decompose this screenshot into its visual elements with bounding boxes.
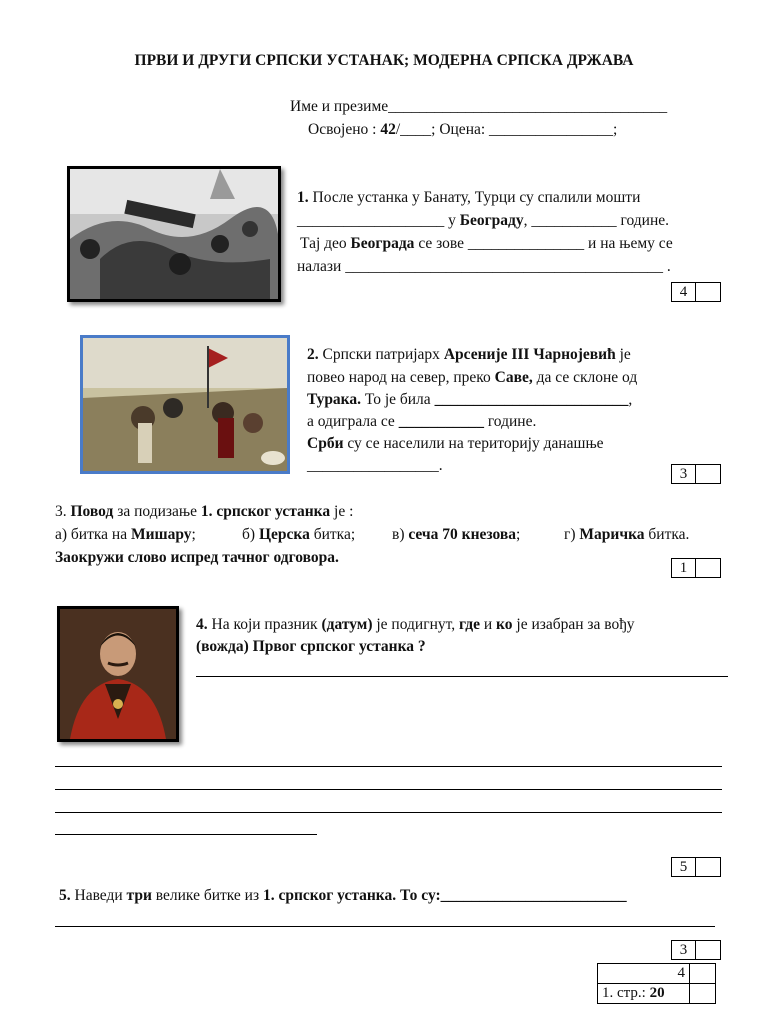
q3-score-box [671,558,721,578]
q1-blank-3[interactable]: _______________ [467,235,585,252]
q1-line1 [297,187,640,209]
q4-points: 5 [672,858,696,876]
q2-sava: Саве, [494,369,533,386]
q3-earned-cell[interactable] [696,559,720,577]
q1-blank-2[interactable]: ___________ [531,212,617,229]
q4-answer-line-4[interactable] [55,812,722,813]
q3-number: 3. [55,503,71,520]
q2-pre: Српски патријарх [318,346,444,363]
name-blank: ____________________________________ [388,98,668,115]
q2-l2a: повео народ на север, преко [307,369,495,386]
q5-line1 [59,885,627,907]
q1-blank-4[interactable]: _________________________________________ [345,258,663,275]
q5-blank[interactable]: ________________________ [440,887,627,904]
q2-l4a: а одиграла се [307,413,399,430]
summary-page-label: 1. стр.: [602,985,650,1001]
q2-number: 2. [307,346,319,363]
q2-blank-2[interactable]: ___________ [398,413,484,430]
q4-line1 [196,614,635,636]
q4-answer-line-3[interactable] [55,789,722,790]
q2-patriarch: Арсеније III Чарнојевић [443,346,616,363]
q5-number: 5. [59,887,71,904]
q2-turks: Турака. [307,391,362,408]
summary-page-cell [598,984,690,1004]
q3-b-pre: б) [242,526,259,543]
q1-in: у [444,212,460,229]
q3-uprising: 1. српског устанка [200,503,331,520]
q2-line3 [307,389,632,411]
q2-post: је [615,346,631,363]
q3-points: 1 [672,559,696,577]
q5-answer-line[interactable] [55,926,715,927]
q3-b-post: битка; [309,526,356,543]
q2-line6 [307,455,443,477]
q1-score-box [671,282,721,302]
q2-line2 [307,367,637,389]
q1-line4 [297,256,671,278]
q2-l3b: , [628,391,633,408]
q5-score-box [671,940,721,960]
q2-blank-1[interactable]: _________________________ [434,391,629,408]
q4-earned-cell[interactable] [696,858,720,876]
q3-mid: за подизање [113,503,201,520]
q4-t1: На који празник [207,616,322,633]
q2-l5: су се населили на територију данашње [343,435,604,452]
q2-score-box [671,464,721,484]
q5-three: три [126,887,152,904]
summary-page-total: 20 [649,985,665,1001]
q1-year: године. [616,212,670,229]
q5-points: 3 [672,941,696,959]
q3-a-pre: а) битка на [55,526,131,543]
q1-earned-cell[interactable] [696,283,720,301]
q1-line3 [300,233,673,255]
q1-part-mid: се зове [414,235,468,252]
q1-illustration [67,166,281,302]
q4-score-box [671,857,721,877]
q3-option-c[interactable] [392,524,520,546]
q1-points: 4 [672,283,696,301]
q2-l4b: године. [483,413,537,430]
q4-answer-line-5[interactable] [55,834,317,835]
q3-d-post: битка. [644,526,690,543]
q2-line1 [307,344,631,366]
q1-line2 [297,210,669,232]
q2-l2b: да се склоне од [532,369,638,386]
q2-earned-cell[interactable] [696,465,720,483]
q1-part-city: Београда [350,235,415,252]
q1-blank-1[interactable]: ___________________ [297,212,445,229]
score-line [308,119,617,141]
q1-part-post: и на њему се [584,235,673,252]
q1-text: После устанка у Банату, Турци су спалили мошти [312,189,641,206]
q2-l6: . [438,457,443,474]
name-label: Име и презиме [290,98,389,115]
q3-option-d[interactable] [564,524,689,546]
name-field[interactable] [290,96,667,118]
q3-a: Мишару [130,526,192,543]
q5-t3: велике битке из [151,887,263,904]
q3-option-b[interactable] [242,524,355,546]
q1-part-pre: Тај део [300,235,351,252]
q2-illustration [80,335,290,474]
summary-table [597,963,716,1004]
q3-c-pre: в) [392,526,409,543]
score-label: Освојено : [308,121,377,138]
score-max: 42 [380,121,396,138]
q3-d-pre: г) [564,526,580,543]
q1-city: Београду [459,212,524,229]
q4-answer-line-2[interactable] [55,766,722,767]
q1-number: 1. [297,189,309,206]
q3-a-post: ; [191,526,196,543]
q1-comma: , [523,212,532,229]
q4-where: где [458,616,480,633]
score-slash: / [395,121,401,138]
q4-t5: и [479,616,497,633]
q2-l3a: То је била [361,391,435,408]
q5-t4: 1. српског устанка. То су: [262,887,441,904]
q4-t3: је подигнут, [372,616,459,633]
q2-blank-3[interactable]: _________________ [307,457,439,474]
q3-option-a[interactable] [55,524,196,546]
q3-pretext: Повод [70,503,114,520]
q5-earned-cell[interactable] [696,941,720,959]
q3-line1 [55,501,353,523]
q3-c-post: ; [516,526,521,543]
q4-line2: (вожда) Првог српског устанка ? [196,638,426,655]
q4-portrait [57,606,179,742]
q1-located: налази [297,258,346,275]
summary-points-cell[interactable] [690,964,716,984]
q2-points: 3 [672,465,696,483]
q2-line4 [307,411,536,433]
summary-points: 4 [598,964,690,984]
q3-post: је : [330,503,354,520]
grade-end: ; [613,121,618,138]
q3-b: Церска [258,526,310,543]
q3-instruction: Заокружи слово испред тачног одговора. [55,549,339,566]
q1-dot: . [662,258,671,275]
q4-who: ко [496,616,513,633]
q3-c: сеча 70 кнезова [408,526,517,543]
page-title: ПРВИ И ДРУГИ СРПСКИ УСТАНАК; МОДЕРНА СРПСКА ДРЖАВА [134,52,634,69]
grade-blank[interactable]: ________________ [489,121,614,138]
q5-t1: Наведи [70,887,127,904]
score-blank[interactable]: ____ [400,121,432,138]
q2-line5 [307,433,604,455]
q2-serbs: Срби [307,435,344,452]
q4-answer-line-1[interactable] [196,676,728,677]
q4-t7: је изабран за вођу [512,616,635,633]
q4-number: 4. [196,616,208,633]
grade-label: ; Оцена: [431,121,486,138]
q4-date: (датум) [321,616,373,633]
summary-page-earned[interactable] [690,984,716,1004]
q3-d: Маричка [579,526,645,543]
